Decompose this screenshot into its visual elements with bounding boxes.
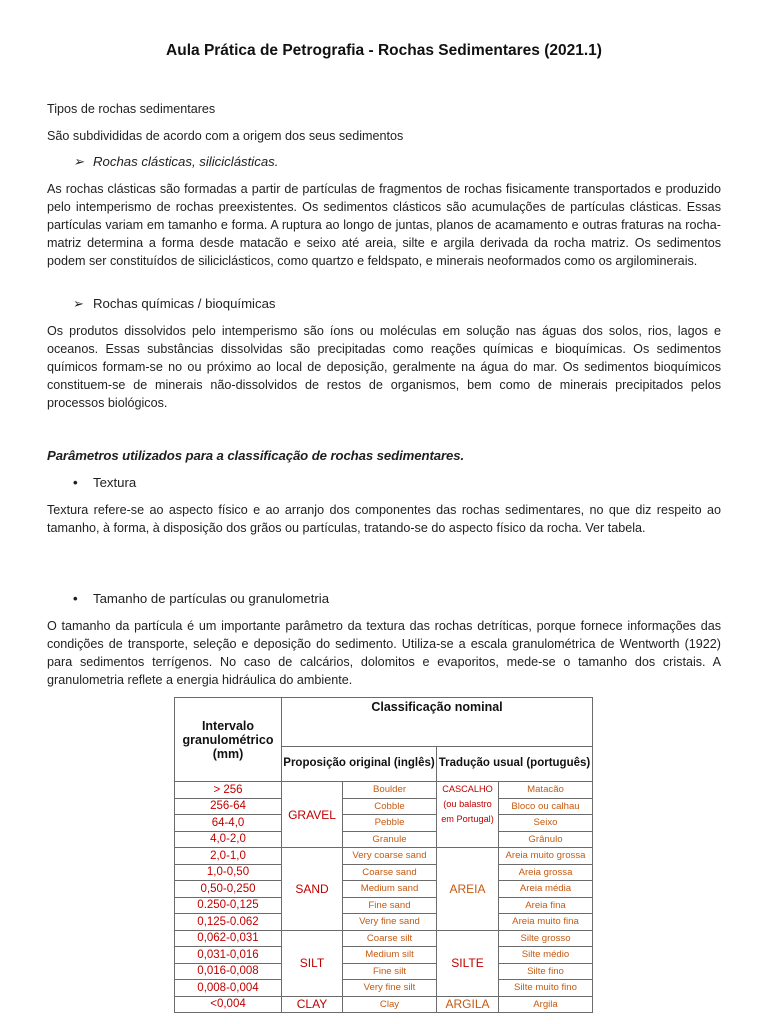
intro-line-1: Tipos de rochas sedimentares [47, 102, 216, 116]
group-silt: SILT [282, 930, 343, 996]
group-gravel: GRAVEL [282, 782, 343, 848]
group-argila: ARGILA [437, 996, 499, 1013]
name-pt-cell: Areia muito fina [499, 914, 593, 931]
bullet-quimicas-label: Rochas químicas / bioquímicas [93, 296, 276, 311]
paragraph-granulometria: O tamanho da partícula é um importante parâmetro da textura das rochas detríticas, porque fornece informações das condições de transporte, seleção e deposição do sedimento. Utiliza-se a escala granulométrica de Wentworth (1922) para sedimentos terrígenos. No caso de calcários, dolomitos e evaporitos, mede-se o tamanho dos cristais. A granulometria reflete a energia hidráulica do ambiente. [47, 619, 721, 687]
name-pt-cell: Argila [499, 996, 593, 1013]
name-pt-cell: Areia muito grossa [499, 848, 593, 865]
range-cell: 0.250-0,125 [175, 897, 282, 914]
group-clay: CLAY [282, 996, 343, 1013]
table-row [175, 963, 593, 980]
bullet-quimicas [73, 295, 276, 313]
arrow-bullet-icon: ➢ [73, 296, 85, 311]
range-cell: > 256 [175, 782, 282, 799]
bullet-textura [73, 474, 136, 492]
name-en-cell: Fine sand [343, 897, 437, 914]
bullet-textura-label: Textura [93, 475, 137, 490]
range-cell: 0,062-0,031 [175, 930, 282, 947]
group-sand: SAND [282, 848, 343, 931]
name-en-cell: Very coarse sand [343, 848, 437, 865]
name-en-cell: Medium silt [343, 947, 437, 964]
arrow-bullet-icon: ➢ [73, 154, 85, 169]
name-pt-cell: Grânulo [499, 831, 593, 848]
name-en-cell: Coarse silt [343, 930, 437, 947]
name-en-cell: Pebble [343, 815, 437, 832]
table-row [175, 980, 593, 997]
group-cascalho [437, 782, 499, 848]
range-cell: 0,125-0.062 [175, 914, 282, 931]
table-row [175, 815, 593, 832]
paragraph-clasticas: As rochas clásticas são formadas a partir de partículas de fragmentos de rochas fisicamente transportados e produzido pelo intemperismo de rochas preexistentes. Os sedimentos clásticos são acumulações de partículas clásticas. Essas partículas variam em tamanho e forma. A ruptura ao longo de juntas, planos de acamamento e outras fraturas na rocha-matriz determina a forma desde matacão e seixo até areia, silte e argila derivada da rocha matriz. Os sedimentos podem ser constituídos de siliciclásticos, como quartzo e feldspato, e minerais neoformados como os argilominerais. [47, 182, 721, 268]
header-original: Proposição original (inglês) [282, 746, 437, 781]
table-row [175, 864, 593, 881]
range-cell: 2,0-1,0 [175, 848, 282, 865]
header-translation: Tradução usual (português) [437, 746, 593, 781]
bullet-granulometria-label: Tamanho de partículas ou granulometria [93, 591, 330, 606]
name-en-cell: Coarse sand [343, 864, 437, 881]
table-row [175, 996, 593, 1013]
range-cell: 0,016-0,008 [175, 963, 282, 980]
name-pt-cell: Silte fino [499, 963, 593, 980]
page-title: Aula Prática de Petrografia - Rochas Sedimentares (2021.1) [166, 42, 602, 59]
group-areia: AREIA [437, 848, 499, 931]
range-cell: <0,004 [175, 996, 282, 1013]
group-cascalho-label: CASCALHO [442, 784, 493, 794]
name-pt-cell: Silte muito fino [499, 980, 593, 997]
group-cascalho-note: (ou balastro em Portugal) [441, 799, 494, 824]
header-interval: Intervalo granulométrico (mm) [175, 698, 282, 782]
bullet-clasticas-label: Rochas clásticas, siliciclásticas. [93, 154, 279, 169]
header-classification: Classificação nominal [282, 698, 593, 747]
table-row [175, 831, 593, 848]
name-pt-cell: Bloco ou calhau [499, 798, 593, 815]
range-cell: 1,0-0,50 [175, 864, 282, 881]
name-en-cell: Cobble [343, 798, 437, 815]
name-pt-cell: Seixo [499, 815, 593, 832]
bullet-granulometria [73, 590, 329, 608]
name-en-cell: Very fine sand [343, 914, 437, 931]
name-en-cell: Granule [343, 831, 437, 848]
name-en-cell: Clay [343, 996, 437, 1013]
table-row [175, 848, 593, 865]
intro-line-2: São subdivididas de acordo com a origem dos seus sedimentos [47, 129, 404, 143]
name-en-cell: Medium sand [343, 881, 437, 898]
table-row [175, 930, 593, 947]
table-row [175, 881, 593, 898]
name-pt-cell: Silte médio [499, 947, 593, 964]
bullet-clasticas [73, 153, 278, 171]
name-en-cell: Fine silt [343, 963, 437, 980]
granulometric-table [174, 697, 593, 1013]
dot-bullet-icon: • [73, 591, 78, 606]
name-pt-cell: Matacão [499, 782, 593, 799]
range-cell: 0,50-0,250 [175, 881, 282, 898]
dot-bullet-icon: • [73, 475, 78, 490]
name-pt-cell: Areia fina [499, 897, 593, 914]
range-cell: 0,008-0,004 [175, 980, 282, 997]
range-cell: 256-64 [175, 798, 282, 815]
section-heading-parametros: Parâmetros utilizados para a classificação de rochas sedimentares. [47, 448, 465, 463]
group-silte: SILTE [437, 930, 499, 996]
paragraph-textura: Textura refere-se ao aspecto físico e ao arranjo dos componentes das rochas sedimentares, no que diz respeito ao tamanho, à forma, à disposição dos grãos ou partículas, tratando-se do aspecto físico da rocha. Ver tabela. [47, 503, 721, 535]
range-cell: 4,0-2,0 [175, 831, 282, 848]
name-pt-cell: Silte grosso [499, 930, 593, 947]
table-row [175, 947, 593, 964]
table-row [175, 914, 593, 931]
paragraph-quimicas: Os produtos dissolvidos pelo intemperismo são íons ou moléculas em solução nas águas dos solos, rios, lagos e oceanos. Essas substâncias dissolvidas são precipitadas como reações químicas e bioquímicas. Os sedimentos químicos formam-se no ou próximo ao local de deposição, geralmente na água do mar. Os sedimentos bioquímicos constituem-se de minerais não-dissolvidos de restos de organismos, bem como de minerais precipitados pelos processos biológicos. [47, 324, 721, 410]
table-row [175, 782, 593, 799]
name-pt-cell: Areia média [499, 881, 593, 898]
table-row [175, 897, 593, 914]
range-cell: 64-4,0 [175, 815, 282, 832]
name-en-cell: Very fine silt [343, 980, 437, 997]
range-cell: 0,031-0,016 [175, 947, 282, 964]
table-row [175, 798, 593, 815]
name-en-cell: Boulder [343, 782, 437, 799]
name-pt-cell: Areia grossa [499, 864, 593, 881]
